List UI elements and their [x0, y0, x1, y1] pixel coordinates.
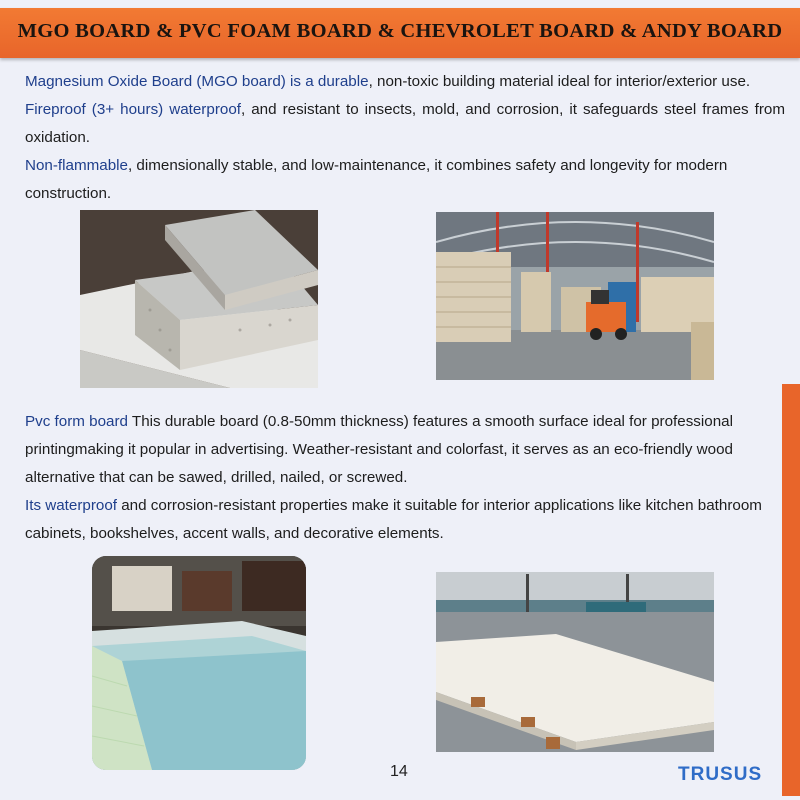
pvc-sheet-factory-photo: [436, 572, 714, 752]
mgo-line-2: [25, 96, 785, 152]
mgo-highlight-3: Non-flammable: [25, 157, 128, 174]
mgo-highlight-2: Fireproof (3+ hours) waterproof: [25, 101, 241, 118]
mgo-line-1: [25, 68, 785, 96]
pvc-board-stack-photo: [92, 556, 306, 770]
trusus-logo: TRUSUS: [678, 764, 763, 785]
mgo-line-3: [25, 152, 785, 208]
page-number: 14: [390, 763, 408, 780]
pvc-line-1: [25, 408, 785, 492]
side-accent-tab: [782, 384, 800, 796]
warehouse-forklift-photo: [436, 212, 714, 380]
mgo-text-1: , non-toxic building material ideal for interior/exterior use.: [368, 73, 751, 90]
page-title: MGO BOARD & PVC FOAM BOARD & CHEVROLET BOARD & ANDY BOARD: [17, 20, 783, 42]
mgo-text-2: , and resistant to insects, mold, and corrosion, it safeguards steel frames from oxidation.: [25, 101, 785, 146]
mgo-board-stack-photo: [80, 210, 318, 388]
mgo-highlight-1: Magnesium Oxide Board (MGO board) is a durable: [25, 73, 369, 90]
pvc-paragraph: [25, 408, 785, 548]
mgo-text-3: , dimensionally stable, and low-maintenance, it combines safety and longevity for modern construction.: [25, 157, 728, 202]
mgo-paragraph: [25, 68, 785, 208]
pvc-highlight-2: Its waterproof: [25, 497, 118, 514]
header-banner: [0, 8, 800, 58]
pvc-line-2: [25, 492, 785, 548]
pvc-text-1: This durable board (0.8-50mm thickness) features a smooth surface ideal for professional printingmaking it popular in advertising. Weather-resistant and colorfast, it serves as an eco-friendly wood alternative that can be sawed, drilled, nailed, or screwed.: [25, 413, 733, 486]
pvc-text-2: and corrosion-resistant properties make it suitable for interior applications like kitchen bathroom cabinets, bookshelves, accent walls, and decorative elements.: [25, 497, 762, 542]
pvc-highlight-1: Pvc form board: [25, 413, 128, 430]
